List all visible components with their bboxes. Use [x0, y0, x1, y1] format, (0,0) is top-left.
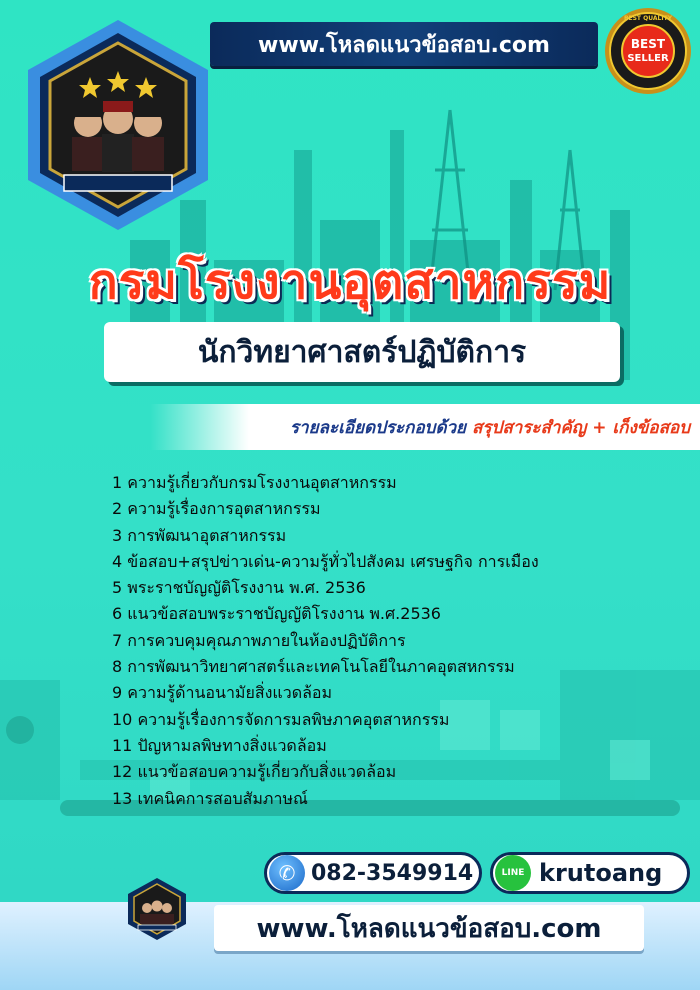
topic-item: 8 การพัฒนาวิทยาศาสตร์และเทคโนโลยีในภาคอุตสหกรรม — [112, 657, 515, 677]
position-box — [104, 322, 620, 382]
footer-url-banner — [214, 905, 644, 951]
topic-item: 1 ความรู้เกี่ยวกับกรมโรงงานอุตสาหกรรม — [112, 473, 397, 492]
topic-item: 7 การควบคุมคุณภาพภายในห้องปฏิบัติการ — [112, 630, 406, 650]
phone-number: 082-3549914 — [311, 860, 474, 886]
detail-highlight: สรุปสาระสำคัญ + เก็งข้อสอบ — [472, 417, 690, 438]
detail-prefix: รายละเอียดประกอบด้วย — [289, 417, 467, 438]
top-url-text: www.โหลดแนวข้อสอบ.com — [258, 32, 550, 58]
top-url-banner — [210, 22, 598, 66]
page-title: กรมโรงงานอุตสาหกรรม — [88, 254, 612, 310]
line-app-icon: LINE — [495, 855, 531, 891]
topic-item: 10 ความรู้เรื่องการจัดการมลพิษภาคอุตสาหกรรม — [112, 709, 450, 729]
best-seller-badge — [603, 6, 693, 96]
line-id: krutoang — [539, 859, 663, 887]
detail-bar — [150, 404, 700, 450]
topic-item: 3 การพัฒนาอุตสาหกรรม — [112, 525, 287, 545]
topic-item: 13 เทคนิคการสอบสัมภาษณ์ — [112, 788, 308, 808]
topic-item: 12 แนวข้อสอบความรู้เกี่ยวกับสิ่งแวดล้อม — [112, 762, 397, 782]
line-contact[interactable] — [490, 852, 690, 894]
topic-item: 4 ข้อสอบ+สรุปข่าวเด่น-ความรู้ทั่วไปสังคม เศรษฐกิจ การเมือง — [112, 551, 539, 571]
phone-contact[interactable] — [264, 852, 482, 894]
topic-item: 5 พระราชบัญญัติโรงงาน พ.ศ. 2536 — [112, 578, 366, 598]
topic-item: 6 แนวข้อสอบพระราชบัญญัติโรงงาน พ.ศ.2536 — [112, 604, 441, 624]
badge-line1: BEST — [630, 37, 666, 51]
brand-logo-hexagon — [18, 15, 218, 235]
footer-url-text: www.โหลดแนวข้อสอบ.com — [256, 913, 602, 944]
topic-item: 11 ปัญหามลพิษทางสิ่งแวดล้อม — [112, 735, 327, 755]
footer-logo — [124, 876, 190, 942]
topic-item: 2 ความรู้เรื่องการอุตสาหกรรม — [112, 499, 321, 519]
topic-list — [112, 470, 612, 812]
topic-item: 9 ความรู้ด้านอนามัยสิ่งแวดล้อม — [112, 683, 333, 703]
phone-icon: ✆ — [269, 855, 305, 891]
badge-line2: SELLER — [627, 53, 669, 64]
position-title: นักวิทยาศาสตร์ปฏิบัติการ — [197, 334, 527, 370]
badge-ring-text: BEST QUALITY — [623, 15, 673, 22]
